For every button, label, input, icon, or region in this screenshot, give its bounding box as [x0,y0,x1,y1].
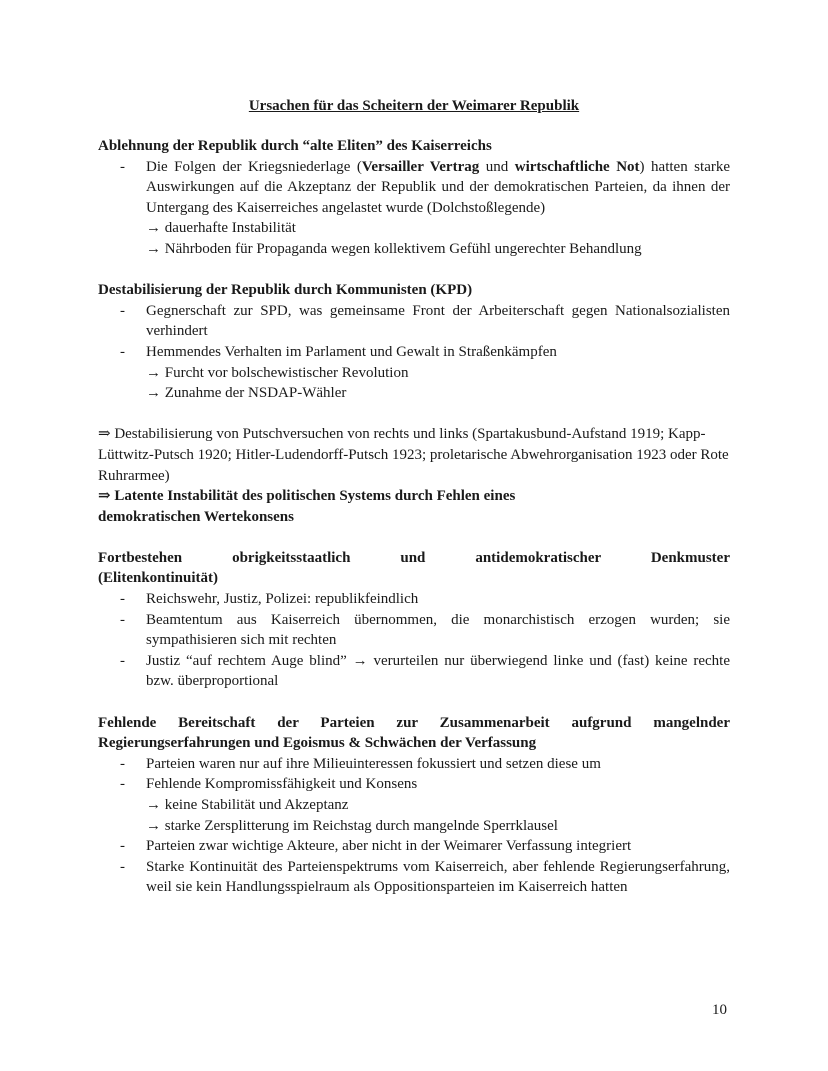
section-alte-eliten [98,136,730,260]
consequence-line: → Furcht vor bolschewistischer Revolution [146,364,409,381]
consequence-line: → dauerhafte Instabilität [146,220,296,237]
list-item: - Gegnerschaft zur SPD, was gemeinsame Front der Arbeiterschaft gegen Nationalsozialisten verhindert [98,301,730,342]
bullet-list [98,589,730,692]
consequence-line: → starke Zersplitterung im Reichstag durch mangelnde Sperrklausel [146,817,558,834]
bullet-list [98,301,730,404]
text-run: Die Folgen der Kriegsniederlage ( [146,158,362,175]
list-item: - Parteien zwar wichtige Akteure, aber nicht in der Weimarer Verfassung integriert [98,836,730,857]
bold-text: Versailler Vertrag [361,158,480,175]
section-kpd [98,280,730,404]
paragraph: ⇒ Destabilisierung von Putschversuchen von rechts und links (Spartakusbund-Aufstand 1919; Kapp-Lüttwitz-Putsch 1920; Hitler-Ludendorff-Putsch 1923; proletarische Abwehrorganisation 1923 oder Rote Ruhrarmee) [98,426,729,484]
list-item: - Starke Kontinuität des Parteienspektrums vom Kaiserreich, aber fehlende Regierungserfahrung, weil sie kein Handlungsspielraum als Oppositionsparteien im Kaiserreich hatten [98,857,730,898]
page-number: 10 [712,1002,727,1018]
conclusion-line: demokratischen Wertekonsens [98,508,294,525]
list-item: - Reichswehr, Justiz, Polizei: republikfeindlich [98,589,730,610]
section-parteien [98,713,730,898]
list-item: - Justiz “auf rechtem Auge blind” → verurteilen nur überwiegend linke und (fast) keine rechte bzw. überproportional [98,651,730,692]
page-title: Ursachen für das Scheitern der Weimarer Republik [248,98,580,114]
text-run: Fehlende Kompromissfähigkeit und Konsens [146,776,418,793]
consequence-line: → Nährboden für Propaganda wegen kollektivem Gefühl ungerechter Behandlung [146,240,642,257]
section-elitenkontinuitaet [98,548,730,692]
consequence-line: → Zunahme der NSDAP-Wähler [146,385,347,402]
document-body [98,136,730,919]
section-heading: Destabilisierung der Republik durch Kommunisten (KPD) [98,282,473,299]
bullet-list [98,754,730,898]
list-item [98,774,730,836]
text-run: Hemmendes Verhalten im Parlament und Gewalt in Straßenkämpfen [146,343,557,360]
section-heading: Fortbestehen obrigkeitsstaatlich und antidemokratischer Denkmuster [98,549,730,566]
list-item: - Beamtentum aus Kaiserreich übernommen, die monarchistisch erzogen wurden; sie sympathisieren sich mit rechten [98,610,730,651]
list-item [98,157,730,260]
section-heading-cont: (Elitenkontinuität) [98,570,219,587]
text-run: und [479,158,515,175]
consequence-line: → keine Stabilität und Akzeptanz [146,797,349,813]
section-putschversuche [98,424,730,527]
list-item: - Parteien waren nur auf ihre Milieuinteressen fokussiert und setzen diese um [98,754,730,775]
bullet-list [98,157,730,260]
section-heading-cont: Regierungserfahrungen und Egoismus & Schwächen der Verfassung [98,735,537,752]
list-item [98,342,730,404]
text-run: ) hatten starke Auswirkungen auf die Akzeptanz der Republik und der demokratischen Parteien, da ihnen der Untergang des Kaiserreiches angelastet wurde (Dolchstoßlegende) [146,158,731,216]
conclusion-line: ⇒ Latente Instabilität des politischen Systems durch Fehlen eines [98,488,516,505]
bold-text: wirtschaftliche Not [514,158,640,175]
section-heading: Fehlende Bereitschaft der Parteien zur Zusammenarbeit aufgrund mangelnder [98,714,730,731]
section-heading: Ablehnung der Republik durch “alte Eliten” des Kaiserreichs [98,138,492,154]
